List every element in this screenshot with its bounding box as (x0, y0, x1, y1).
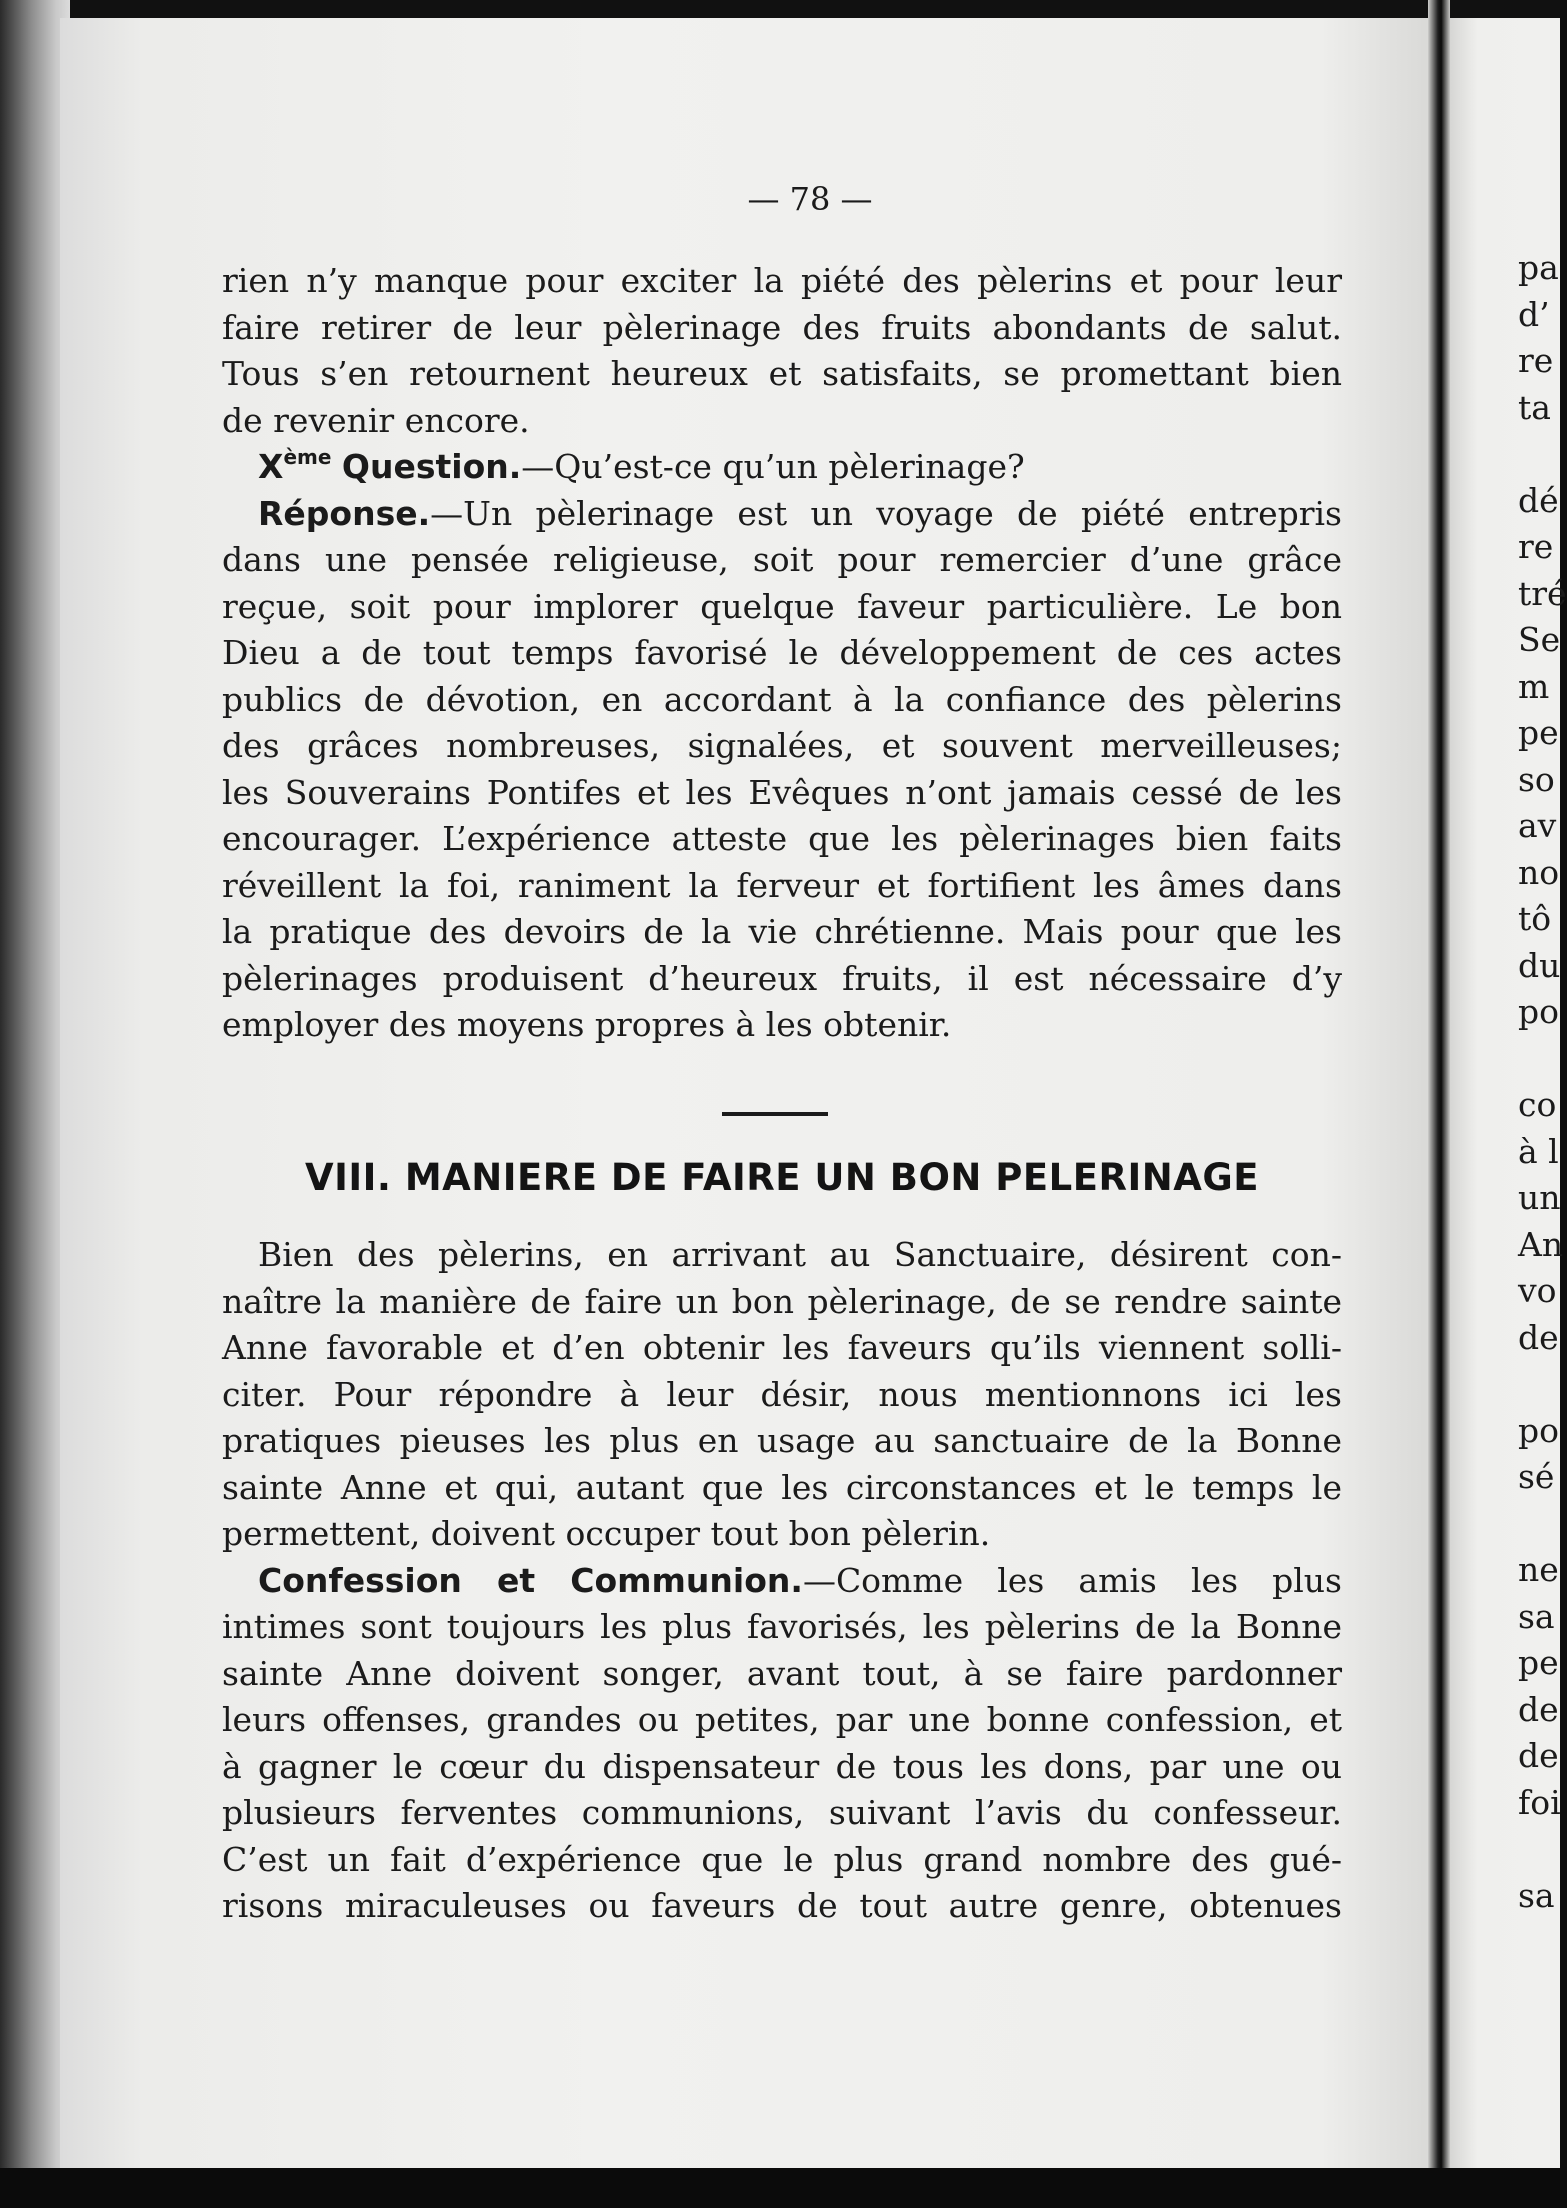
right-page-fragment: de (1518, 1689, 1559, 1729)
question-label: Question. (341, 447, 522, 486)
text-line: sainte Anne et qui, autant que les circonstances et le temps le (222, 1467, 1342, 1507)
text-line: de revenir encore. (222, 400, 530, 440)
right-page-fragment: av (1518, 806, 1557, 845)
text-line: la pratique des devoirs de la vie chrétienne. Mais pour que les (222, 912, 1342, 951)
text-line: citer. Pour répondre à leur désir, nous mentionnons ici les (222, 1374, 1342, 1414)
text-line: employer des moyens propres à les obtenir. (222, 1005, 952, 1044)
right-page-fragment: m (1518, 666, 1550, 706)
text-line: pèlerinages produisent d’heureux fruits, il est nécessaire d’y (222, 958, 1342, 998)
main-text-lower (222, 1232, 1342, 1930)
main-text-upper (222, 258, 1342, 1049)
text-line: permettent, doivent occuper tout bon pèlerin. (222, 1514, 991, 1553)
right-page-fragment: pa (1518, 248, 1559, 287)
right-page-fragment: à l (1518, 1131, 1559, 1171)
text-line: dans une pensée religieuse, soit pour remercier d’une grâce (222, 540, 1342, 579)
scan-bottom-edge (0, 2168, 1560, 2208)
right-page-fragment: vo (1518, 1271, 1557, 1310)
right-page-fragment: ta (1518, 387, 1551, 427)
section-divider (722, 1112, 828, 1116)
text-line: publics de dévotion, en accordant à la confiance des pèlerins (222, 679, 1342, 719)
right-page-fragment: sa (1518, 1596, 1555, 1636)
right-page-fragment: pe (1518, 713, 1559, 752)
right-page-fragment: tô (1518, 899, 1552, 938)
right-page-fragment: de (1518, 1736, 1559, 1775)
right-page-fragment: so (1518, 759, 1555, 799)
text-line: les Souverains Pontifes et les Evêques n’ont jamais cessé de les (222, 772, 1342, 812)
text-line: rien n’y manque pour exciter la piété des pèlerins et pour leur (222, 261, 1342, 300)
right-page-fragment: re (1518, 527, 1554, 566)
question-line (222, 444, 1342, 491)
text-line: faire retirer de leur pèlerinage des fruits abondants de salut. (222, 307, 1342, 347)
confession-text: —Comme les amis les plus (802, 1560, 1342, 1600)
right-page-fragment: po (1518, 1410, 1559, 1450)
right-page-fragment: dé (1518, 480, 1559, 520)
right-page-fragment: un (1518, 1178, 1561, 1217)
answer-text: —Un pèlerinage est un voyage de piété entrepris (430, 493, 1342, 533)
text-line: Bien des pèlerins, en arrivant au Sanctuaire, désirent con- (258, 1235, 1342, 1274)
question-number: Xème (258, 445, 332, 486)
right-page-fragment: tré (1518, 573, 1567, 613)
confession-label: Confession et Communion. (258, 1560, 803, 1600)
text-line: leurs offenses, grandes ou petites, par une bonne confession, et (222, 1700, 1342, 1739)
text-line: Tous s’en retournent heureux et satisfaits, se promettant bien (222, 354, 1342, 393)
confession-first-line (222, 1558, 1342, 1605)
text-line: Dieu a de tout temps favorisé le développement de ces actes (222, 633, 1342, 672)
page-number: — 78 — (747, 180, 873, 218)
text-line: reçue, soit pour implorer quelque faveur particulière. Le bon (222, 586, 1342, 626)
right-page-fragment: Se (1518, 620, 1561, 659)
right-page-fragment: foi (1518, 1782, 1561, 1822)
right-page-fragment: sé (1518, 1457, 1555, 1496)
right-page-fragment: no (1518, 852, 1560, 892)
right-page-fragment: de (1518, 1317, 1559, 1357)
text-line: Anne favorable et d’en obtenir les faveurs qu’ils viennent solli- (222, 1328, 1342, 1367)
right-page-fragment: An (1518, 1224, 1564, 1264)
text-line: sainte Anne doivent songer, avant tout, à se faire pardonner (222, 1653, 1342, 1693)
right-page-fragment: ne (1518, 1550, 1559, 1589)
right-page-fragment: du (1518, 945, 1561, 985)
right-page-fragment: po (1518, 992, 1559, 1031)
text-line: pratiques pieuses les plus en usage au sanctuaire de la Bonne (222, 1421, 1342, 1460)
answer-first-line (222, 491, 1342, 538)
text-line: C’est un fait d’expérience que le plus grand nombre des gué- (222, 1839, 1342, 1879)
text-line: plusieurs ferventes communions, suivant l’avis du confesseur. (222, 1793, 1342, 1832)
text-line: à gagner le cœur du dispensateur de tous les dons, par une ou (222, 1746, 1342, 1786)
text-line: réveillent la foi, raniment la ferveur et fortifient les âmes dans (222, 865, 1342, 905)
text-line: risons miraculeuses ou faveurs de tout autre genre, obtenues (222, 1886, 1342, 1925)
book-gutter (1428, 0, 1450, 2208)
text-line: naître la manière de faire un bon pèlerinage, de se rendre sainte (222, 1281, 1342, 1321)
text-line: intimes sont toujours les plus favorisés, les pèlerins de la Bonne (222, 1607, 1342, 1646)
right-page-fragment: co (1518, 1085, 1557, 1124)
right-page-fragment: re (1518, 341, 1554, 380)
right-page-fragment: pe (1518, 1643, 1559, 1682)
text-line: des grâces nombreuses, signalées, et souvent merveilleuses; (222, 726, 1342, 765)
right-page-fragment: sa (1518, 1875, 1555, 1915)
section-heading: VIII. MANIERE DE FAIRE UN BON PELERINAGE (304, 1156, 1260, 1199)
text-line: encourager. L’expérience atteste que les pèlerinages bien faits (222, 819, 1342, 858)
right-page-fragment: d’ (1518, 294, 1550, 334)
answer-label: Réponse. (258, 493, 431, 533)
question-text: —Qu’est-ce qu’un pèlerinage? (521, 447, 1025, 486)
